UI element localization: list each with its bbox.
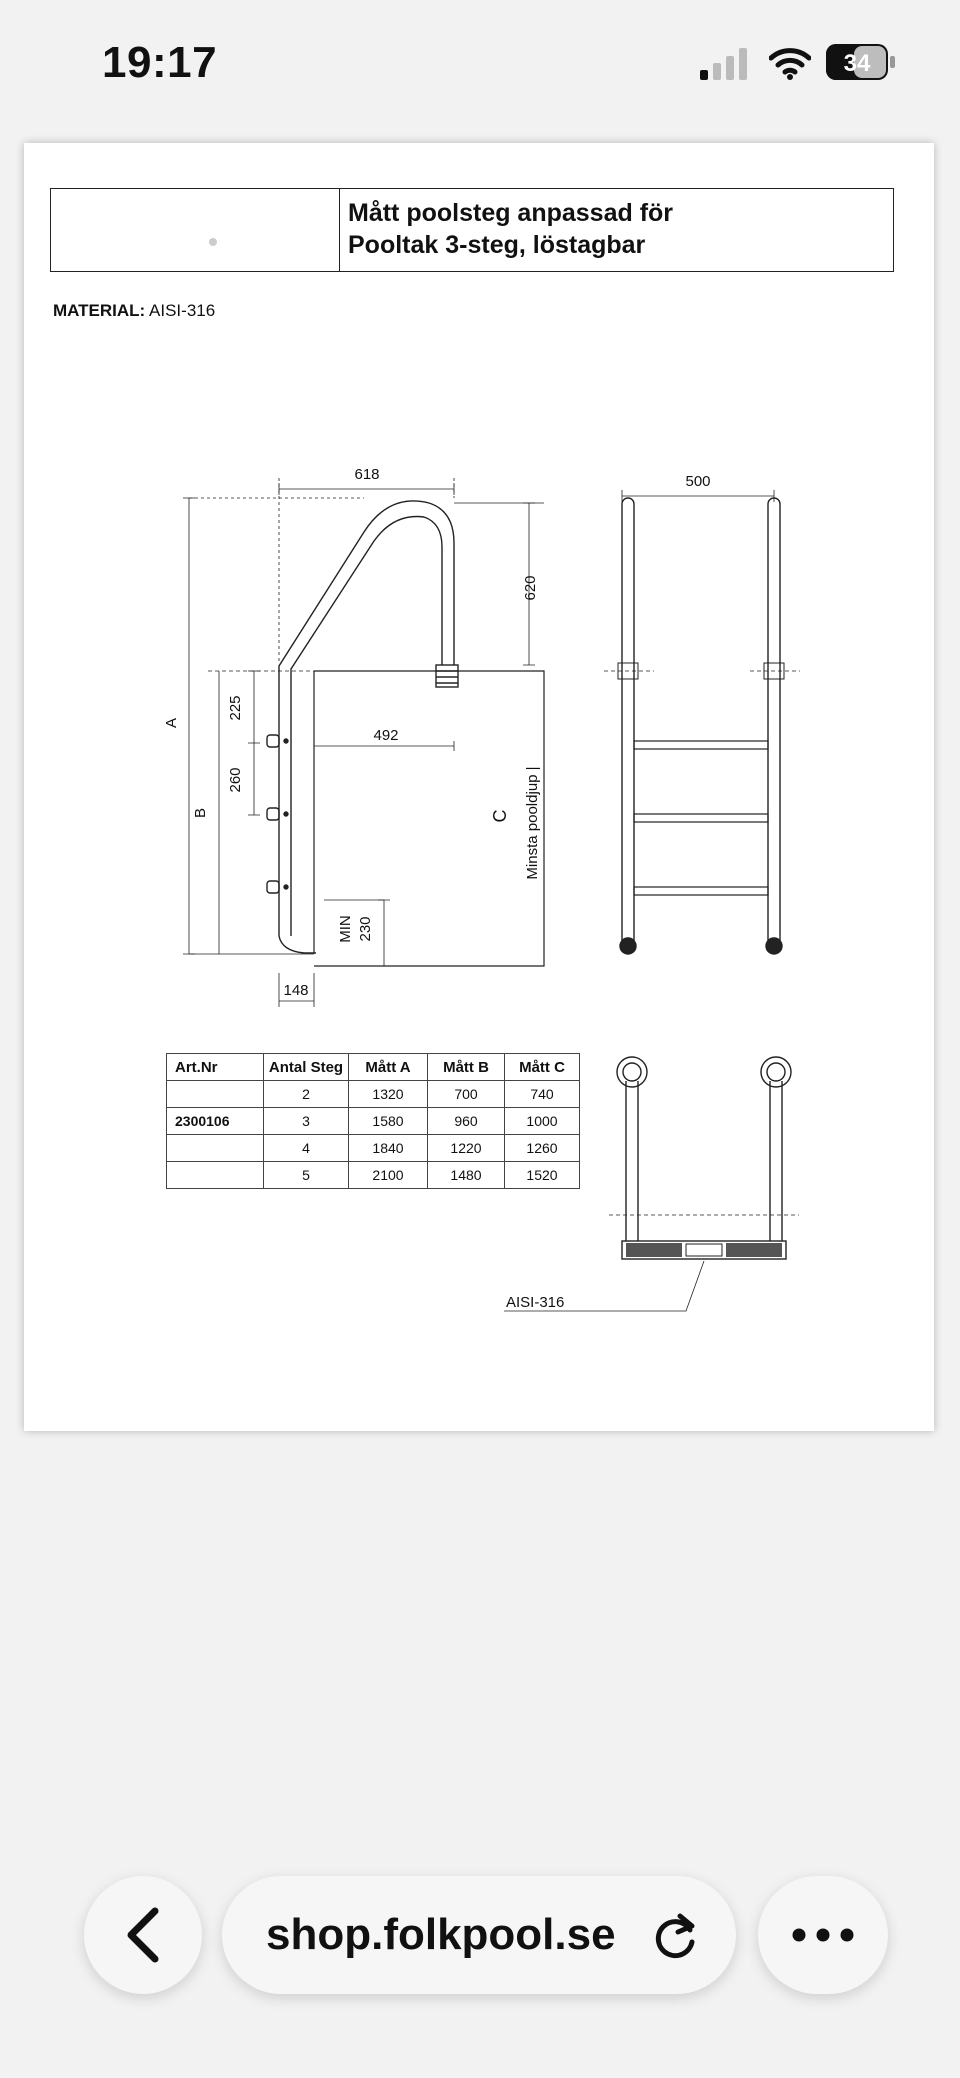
- cell: 3: [264, 1108, 349, 1135]
- dim-492: 492: [373, 727, 399, 744]
- battery-icon: [826, 44, 896, 80]
- more-button[interactable]: [758, 1876, 888, 1994]
- dim-230: 230: [357, 916, 374, 942]
- ladder-side-view: [267, 501, 458, 953]
- cell: 1260: [505, 1135, 580, 1162]
- material-label: MATERIAL:: [53, 301, 146, 320]
- wifi-icon: [769, 46, 811, 80]
- cell: 1000: [505, 1108, 580, 1135]
- title-line-2: Pooltak 3-steg, löstagbar: [348, 231, 646, 259]
- cell: 960: [428, 1108, 505, 1135]
- document-page: [24, 143, 934, 1431]
- more-dots-icon: [791, 1927, 855, 1943]
- back-chevron-icon: [123, 1907, 163, 1963]
- cell: 2300106: [167, 1108, 264, 1135]
- status-time: 19:17: [102, 38, 218, 87]
- dimensions-table: [166, 1053, 580, 1189]
- pool-depth-label: Minsta pooldjup |: [524, 766, 541, 880]
- dim-label-a: A: [163, 717, 180, 729]
- dim-620: 620: [522, 575, 539, 601]
- address-bar[interactable]: [222, 1876, 736, 1994]
- battery-level: 34: [843, 50, 871, 77]
- th-art-nr: Art.Nr: [167, 1054, 264, 1081]
- dim-label-b: B: [192, 807, 209, 819]
- cell: [167, 1162, 264, 1189]
- dim-618: 618: [354, 466, 380, 483]
- table-row: [167, 1135, 580, 1162]
- status-bar: [0, 0, 960, 130]
- dim-260: 260: [227, 767, 244, 793]
- table-header-row: [167, 1054, 580, 1081]
- table-row: [167, 1081, 580, 1108]
- dim-500: 500: [685, 473, 711, 490]
- technical-drawing: [24, 143, 934, 1431]
- cell: 1580: [349, 1108, 428, 1135]
- cell: 4: [264, 1135, 349, 1162]
- th-matt-a: Mått A: [349, 1054, 428, 1081]
- cell: 700: [428, 1081, 505, 1108]
- th-antal-steg: Antal Steg: [264, 1054, 349, 1081]
- material-value: AISI-316: [149, 301, 216, 320]
- th-matt-c: Mått C: [505, 1054, 580, 1081]
- cell: 2100: [349, 1162, 428, 1189]
- cell: 1480: [428, 1162, 505, 1189]
- cell: 2: [264, 1081, 349, 1108]
- ladder-front-view: [604, 473, 800, 954]
- title-line-1: Mått poolsteg anpassad för: [348, 199, 674, 227]
- dim-label-c: C: [490, 809, 510, 823]
- cell: 1840: [349, 1135, 428, 1162]
- cell: [167, 1081, 264, 1108]
- cellular-signal-icon: [700, 48, 750, 80]
- cell: 1520: [505, 1162, 580, 1189]
- back-button[interactable]: [84, 1876, 202, 1994]
- dim-148: 148: [283, 982, 309, 999]
- table-row: [167, 1108, 580, 1135]
- url-text[interactable]: shop.folkpool.se: [266, 1910, 616, 1959]
- cell: 5: [264, 1162, 349, 1189]
- reload-icon[interactable]: [652, 1912, 700, 1960]
- cell: [167, 1135, 264, 1162]
- cell: 740: [505, 1081, 580, 1108]
- th-matt-b: Mått B: [428, 1054, 505, 1081]
- cell: 1320: [349, 1081, 428, 1108]
- dim-min: MIN: [337, 915, 354, 943]
- dim-225: 225: [227, 695, 244, 721]
- cell: 1220: [428, 1135, 505, 1162]
- table-row: [167, 1162, 580, 1189]
- aisi-callout: AISI-316: [506, 1294, 565, 1311]
